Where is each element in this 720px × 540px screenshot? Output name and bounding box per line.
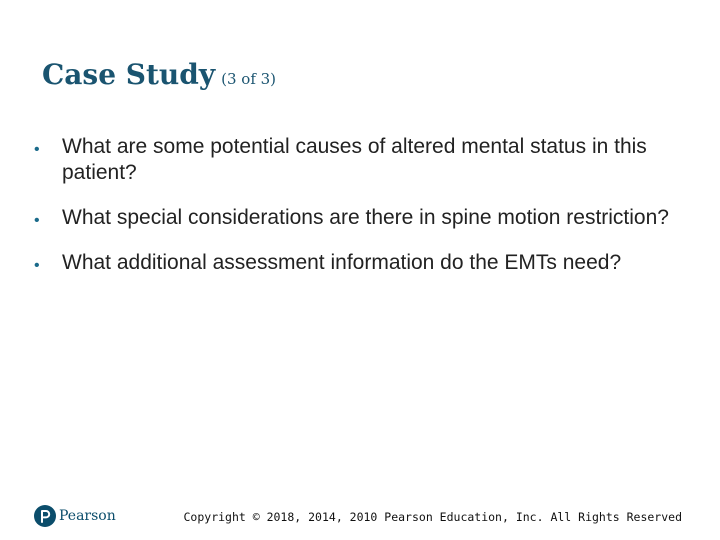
copyright-notice: Copyright © 2018, 2014, 2010 Pearson Education, Inc. All Rights Reserved [183, 510, 682, 524]
bullet-text: What are some potential causes of altered mental status in this patient? [62, 135, 647, 185]
bullet-icon: • [34, 212, 40, 230]
title-text: Case Study [42, 58, 216, 91]
pearson-p-icon [34, 505, 56, 527]
list-item [34, 134, 684, 186]
pearson-logo [34, 505, 116, 527]
list-item [34, 250, 684, 276]
bullet-icon: • [34, 257, 40, 275]
bullet-text: What special considerations are there in spine motion restriction? [62, 206, 669, 230]
list-item [34, 205, 684, 231]
bullet-text: What additional assessment information do the EMTs need? [62, 251, 622, 275]
bullet-icon: • [34, 141, 40, 158]
title-subtitle: (3 of 3) [221, 70, 277, 88]
bullet-list [34, 134, 684, 295]
slide-title [42, 58, 276, 92]
logo-text: Pearson [59, 508, 116, 524]
